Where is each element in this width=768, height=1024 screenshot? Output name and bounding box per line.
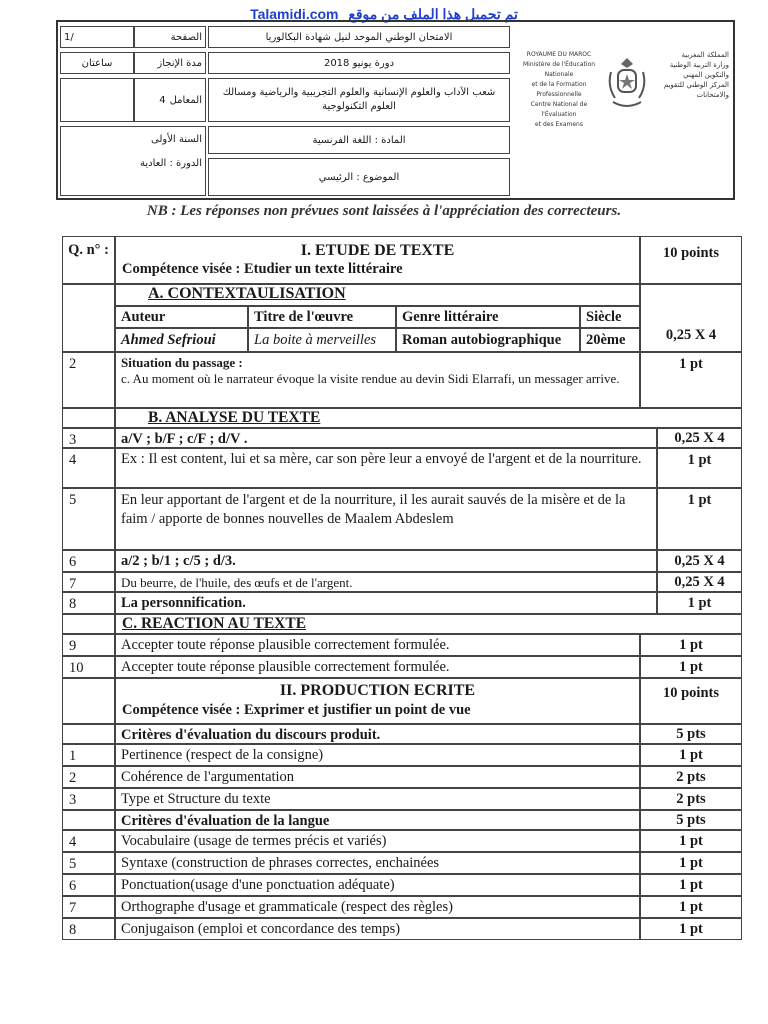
crit2-row-text: Syntaxe (construction de phrases correctes, enchainées [115, 852, 640, 874]
crit1-row-points: 2 pts [640, 766, 742, 788]
coef-box [134, 78, 206, 122]
q6-answer: a/2 ; b/1 ; c/5 ; d/3. [115, 550, 657, 572]
q7-answer: Du beurre, de l'huile, des œufs et de l'argent. [115, 572, 657, 592]
q9-number: 9 [62, 634, 115, 656]
crit1-row-points: 1 pt [640, 744, 742, 766]
crest-arabic-text: المملكة المغربية وزارة التربية الوطنية والتكوين المهني المركز الوطني للتقويم والامتحانات [663, 51, 729, 99]
siecle-value: 20ème [580, 328, 640, 352]
titre-header: Titre de l'œuvre [248, 306, 396, 328]
section-b-number-cell [62, 408, 115, 428]
crit2-row-number: 4 [62, 830, 115, 852]
q4-points: 1 pt [657, 448, 742, 488]
auteur-value: Ahmed Sefrioui [115, 328, 248, 352]
q7-points: 0,25 X 4 [657, 572, 742, 592]
crit2-row-text: Ponctuation(usage d'une ponctuation adéquate) [115, 874, 640, 896]
crit1-number-cell [62, 724, 115, 744]
crit1-row-number: 3 [62, 788, 115, 810]
q6-points: 0,25 X 4 [657, 550, 742, 572]
crit1-row-text: Pertinence (respect de la consigne) [115, 744, 640, 766]
part2-points: 10 points [640, 678, 742, 724]
auteur-header: Auteur [115, 306, 248, 328]
q3-number: 3 [62, 428, 115, 448]
crit2-row-text: Vocabulaire (usage de termes précis et variés) [115, 830, 640, 852]
q1-number-cell [62, 284, 115, 352]
duration-label: مدة الإنجاز [134, 52, 206, 74]
q8-answer: La personnification. [115, 592, 657, 614]
q6-number: 6 [62, 550, 115, 572]
part2-header [115, 678, 640, 724]
session-type-label: الدورة : العادية [140, 158, 202, 169]
crit2-points: 5 pts [640, 810, 742, 830]
part2-competence: Compétence visée : Exprimer et justifier un point de vue [122, 702, 471, 718]
banner-arabic-text: تم تحميل هذا الملف من موقع [348, 6, 518, 22]
nb-note: NB : Les réponses non prévues sont laissées à l'appréciation des correcteurs. [146, 203, 622, 219]
crit2-title: Critères d'évaluation de la langue [115, 810, 640, 830]
crit2-row-points: 1 pt [640, 852, 742, 874]
q3-points: 0,25 X 4 [657, 428, 742, 448]
year-label: السنة الأولى [151, 134, 202, 145]
crit1-points: 5 pts [640, 724, 742, 744]
crit1-row-number: 1 [62, 744, 115, 766]
part2-number-cell [62, 678, 115, 724]
q2-answer [115, 352, 640, 408]
q10-number: 10 [62, 656, 115, 678]
coef-label: المعامل [169, 94, 202, 106]
exam-header [56, 20, 735, 200]
site-link[interactable]: Talamidi.com [250, 6, 339, 22]
part1-points: 10 points [640, 236, 742, 284]
crit1-title: Critères d'évaluation du discours produit. [115, 724, 640, 744]
q3-answer: a/V ; b/F ; c/F ; d/V . [115, 428, 657, 448]
q10-answer: Accepter toute réponse plausible correctement formulée. [115, 656, 640, 678]
year-session-box [60, 126, 206, 196]
part2-title: II. PRODUCTION ECRITE [279, 682, 476, 699]
crest-french-text: ROYAUME DU MAROC Ministère de l'Éducation Nationale et de la Formation Professionnelle Centre National de l'Évaluation et des Examens [522, 51, 595, 128]
page-label: الصفحة [134, 26, 206, 48]
q2-points: 1 pt [640, 352, 742, 408]
exam-title: الامتحان الوطني الموحد لنيل شهادة البكالوريا [208, 26, 510, 48]
part1-header [115, 236, 640, 284]
crit2-number-cell [62, 810, 115, 830]
crit1-row-number: 2 [62, 766, 115, 788]
crit2-row-text: Orthographe d'usage et grammaticale (respect des règles) [115, 896, 640, 918]
q2-number: 2 [62, 352, 115, 408]
crit2-row-points: 1 pt [640, 918, 742, 940]
session-value: دورة يونيو 2018 [208, 52, 510, 74]
q8-points: 1 pt [657, 592, 742, 614]
q4-number: 4 [62, 448, 115, 488]
q1-points: 0,25 X 4 [640, 284, 742, 352]
crit1-row-text: Type et Structure du texte [115, 788, 640, 810]
crit2-row-number: 5 [62, 852, 115, 874]
moroccan-emblem-icon [605, 54, 649, 114]
section-c-title: C. REACTION AU TEXTE [115, 614, 742, 634]
q9-points: 1 pt [640, 634, 742, 656]
genre-value: Roman autobiographique [396, 328, 580, 352]
q10-points: 1 pt [640, 656, 742, 678]
crit2-row-points: 1 pt [640, 830, 742, 852]
subject-label: المادة : اللغة الفرنسية [208, 126, 510, 154]
genre-header: Genre littéraire [396, 306, 580, 328]
q2-title: Situation du passage : [121, 355, 243, 370]
q4-answer: Ex : Il est content, lui et sa mère, car son père leur a envoyé de l'argent et de la nourriture. [115, 448, 657, 488]
crit1-row-points: 2 pts [640, 788, 742, 810]
crit2-row-number: 6 [62, 874, 115, 896]
coef-value: 4 [159, 94, 166, 106]
section-a-title: A. CONTEXTAULISATION [115, 284, 640, 306]
siecle-header: Siècle [580, 306, 640, 328]
crit1-row-text: Cohérence de l'argumentation [115, 766, 640, 788]
page-number: 1/ [60, 26, 134, 48]
q5-answer: En leur apportant de l'argent et de la nourriture, il les aurait sauvés de la misère et de la faim / apporte de bonnes nouvelles de Maalem Abdeslem [115, 488, 657, 550]
q5-points: 1 pt [657, 488, 742, 550]
part1-title: I. ETUDE DE TEXTE [300, 242, 455, 259]
section-b-title: B. ANALYSE DU TEXTE [115, 408, 742, 428]
section-c-number-cell [62, 614, 115, 634]
titre-value: La boite à merveilles [248, 328, 396, 352]
crit2-row-text: Conjugaison (emploi et concordance des temps) [115, 918, 640, 940]
ministry-crest-block [513, 26, 731, 196]
topic-label: الموضوع : الرئيسي [208, 158, 510, 196]
q8-number: 8 [62, 592, 115, 614]
duration-value: ساعتان [60, 52, 134, 74]
q7-number: 7 [62, 572, 115, 592]
crit2-row-points: 1 pt [640, 874, 742, 896]
q-number-header: Q. n° : [62, 236, 115, 284]
q2-text: c. Au moment où le narrateur évoque la visite rendue au devin Sidi Elarrafi, un messager arrive. [121, 371, 620, 386]
crit2-row-number: 8 [62, 918, 115, 940]
part1-competence: Compétence visée : Etudier un texte littéraire [122, 261, 403, 277]
crit2-row-points: 1 pt [640, 896, 742, 918]
crit2-row-number: 7 [62, 896, 115, 918]
branches: شعب الآداب والعلوم الإنسانية والعلوم التجريبية والرياضية ومسالك العلوم التكنولوجية [208, 78, 510, 122]
q9-answer: Accepter toute réponse plausible correctement formulée. [115, 634, 640, 656]
coef-blank [60, 78, 134, 122]
q5-number: 5 [62, 488, 115, 550]
